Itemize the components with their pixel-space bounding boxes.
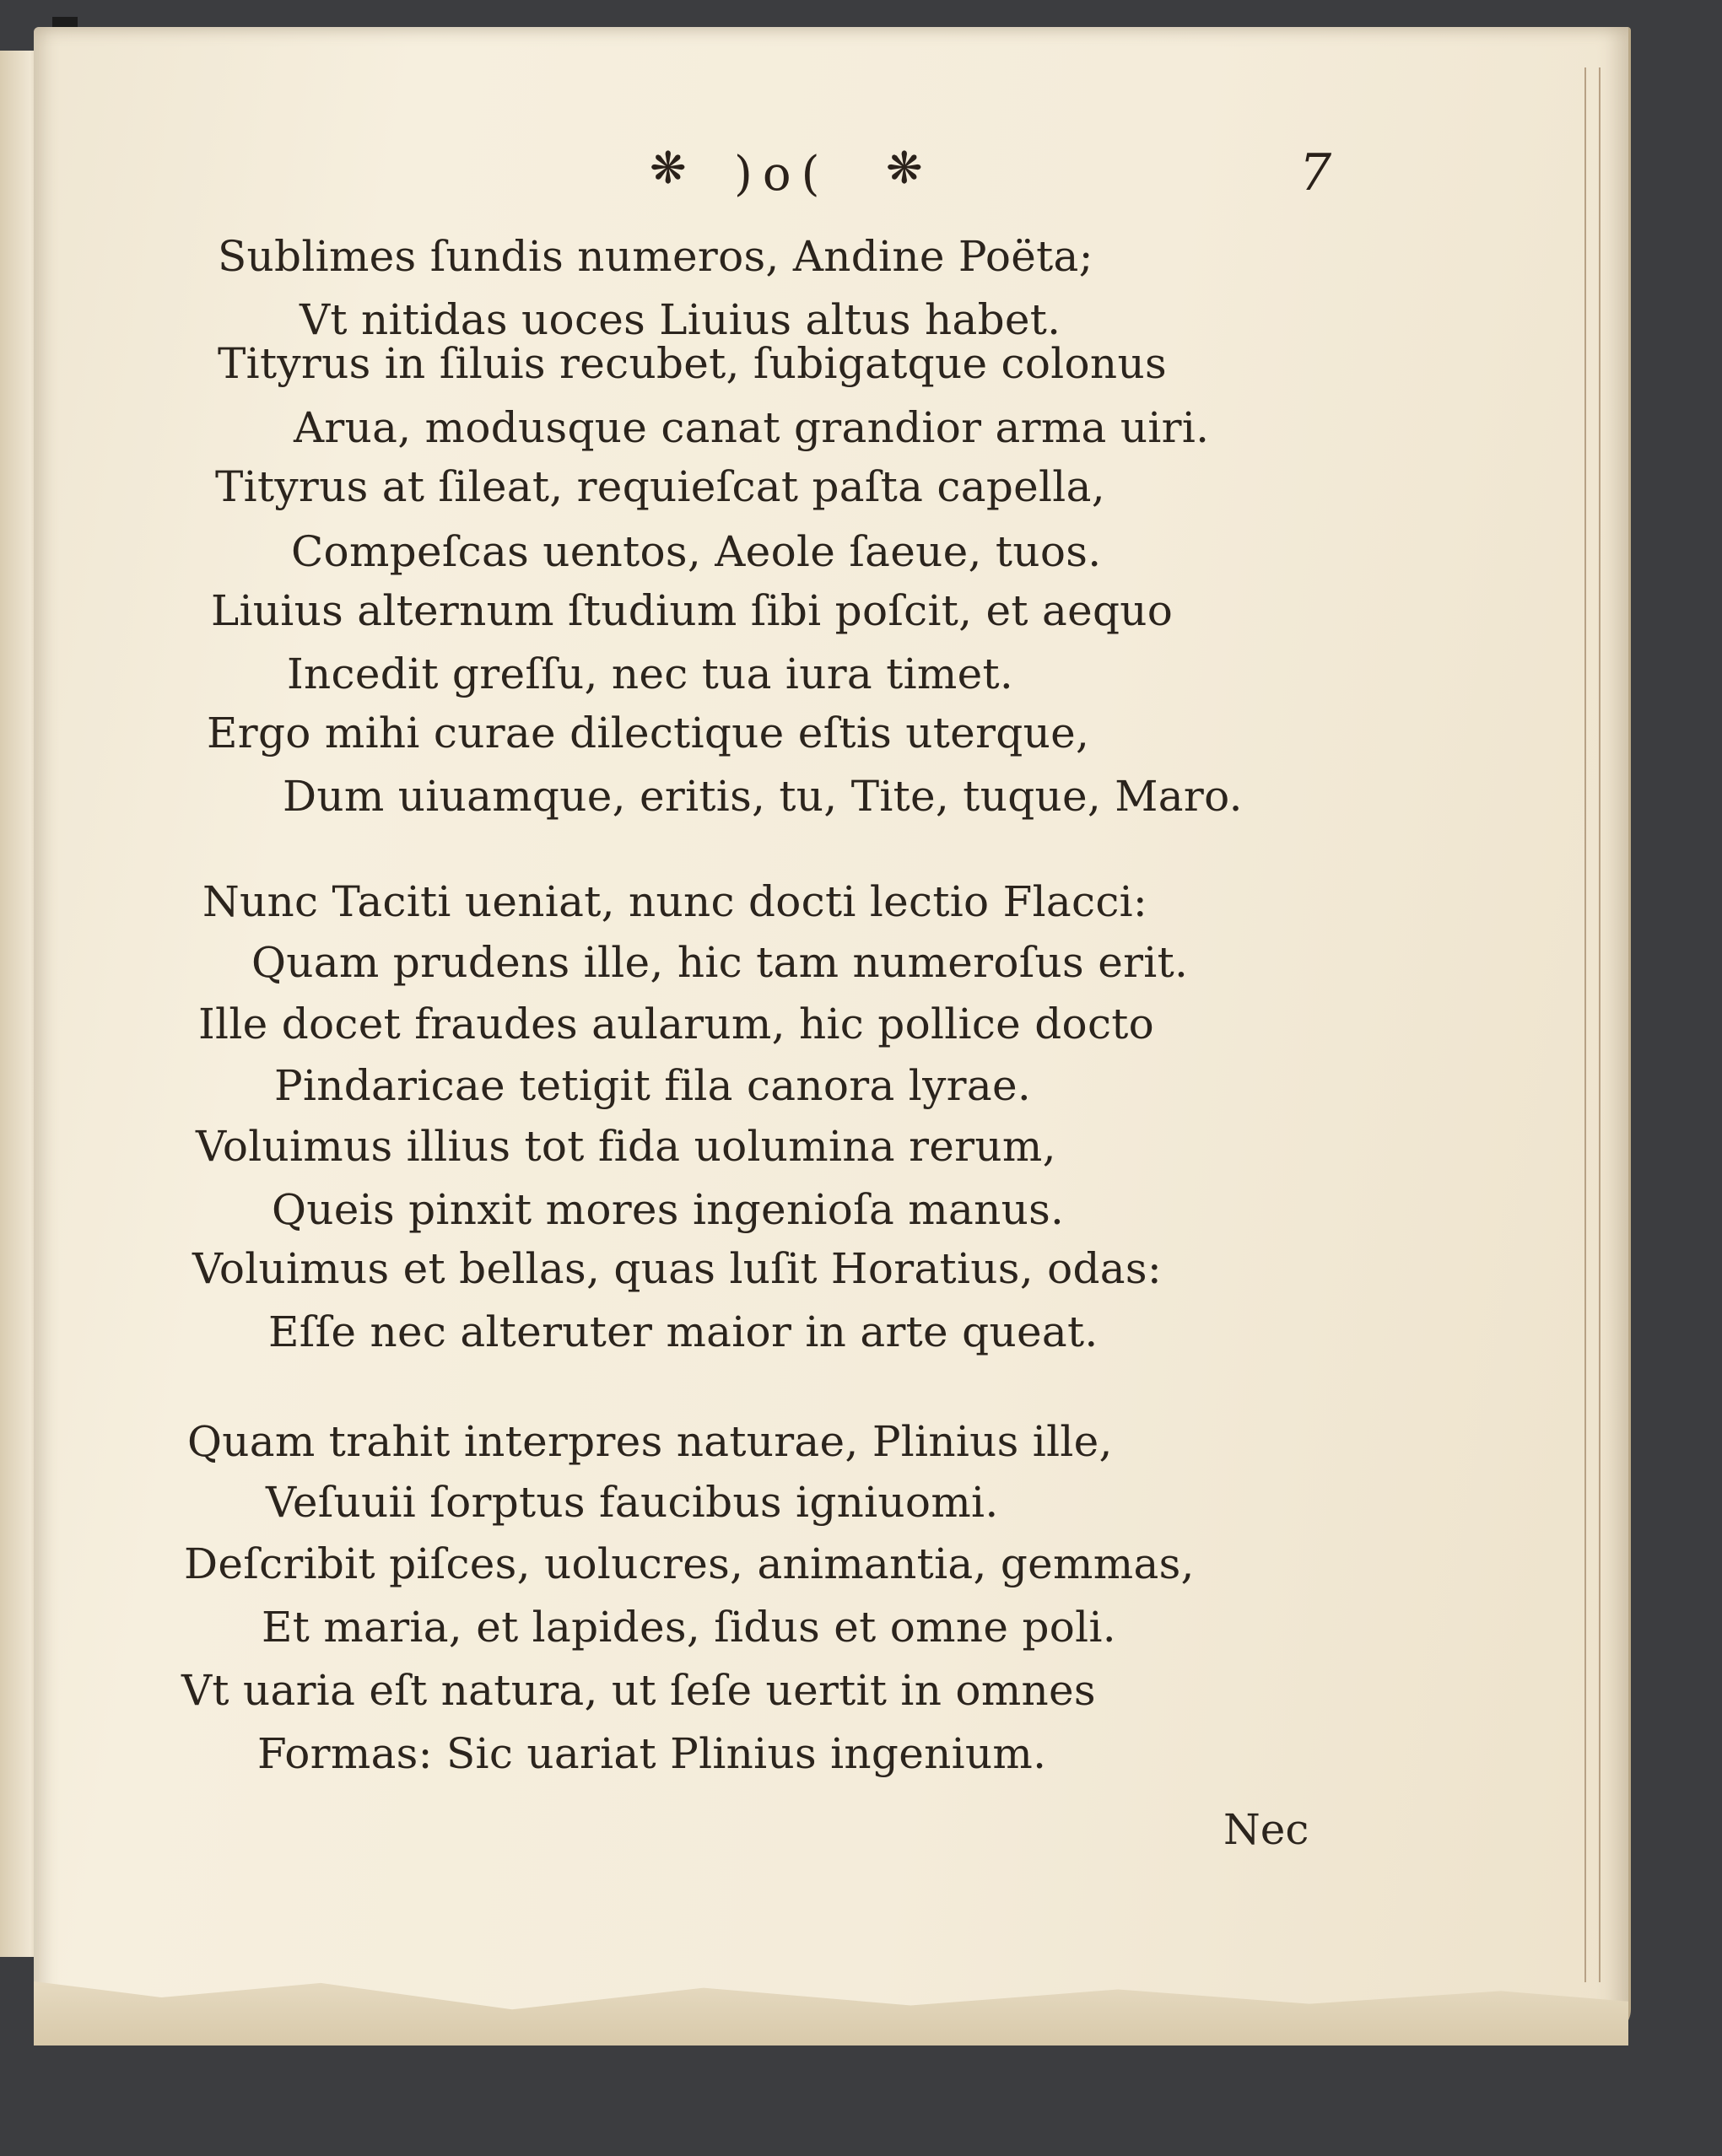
left-ornament-icon: ❋ [650,143,687,194]
verse-line: Pindaricae tetigit fila canora lyrae. [274,1061,1032,1110]
verse-line: Tityrus at ſileat, requieſcat paſta capella, [215,462,1105,511]
verse-line: Formas: Sic uariat Plinius ingenium. [257,1729,1047,1778]
verse-line: Tityrus in ſiluis recubet, ſubigatque colonus [218,339,1167,388]
verse-line: Nunc Taciti ueniat, nunc docti lectio Flacci: [202,877,1148,926]
verse-line: Incedit greſſu, nec tua iura timet. [287,649,1014,698]
verse-line: Arua, modusque canat grandior arma uiri. [294,403,1210,452]
verse-line: Sublimes ſundis numeros, Andine Poëta; [218,232,1093,281]
verse-line: Veſuuii ſorptus faucibus igniuomi. [266,1478,999,1527]
verse-line: Queis pinxit mores ingenioſa manus. [272,1185,1065,1234]
verse-line: Ergo mihi curae dilectique eſtis uterque, [207,709,1090,757]
verse-line: Ille docet fraudes aularum, hic pollice docto [198,1000,1155,1048]
catchword: Nec [1223,1805,1309,1854]
verse-line: Et maria, et lapides, ſidus et omne poli. [262,1603,1116,1652]
verse-line: Deſcribit piſces, uolucres, animantia, gemmas, [184,1539,1195,1588]
verse-line: Liuius alternum ſtudium ſibi poſcit, et aequo [211,586,1174,635]
verse-line: Quam prudens ille, hic tam numeroſus erit. [251,938,1189,987]
verse-line: Voluimus illius tot fida uolumina rerum, [196,1122,1056,1171]
page-number: 7 [1299,143,1332,202]
verse-line: Vt nitidas uoces Liuius altus habet. [300,295,1061,344]
verse-line: Dum uiuamque, eritis, tu, Tite, tuque, Maro. [283,772,1243,821]
verse-line: Eſſe nec alteruter maior in arte queat. [268,1307,1099,1356]
verse-line: Voluimus et bellas, quas luſit Horatius, odas: [192,1244,1163,1293]
verse-line: Quam trahit interpres naturae, Plinius ille, [187,1417,1113,1466]
verse-line: Compeſcas uentos, Aeole ſaeue, tuos. [291,527,1102,576]
right-ornament-icon: ❋ [886,143,923,194]
verse-line: Vt uaria eſt natura, ut ſeſe uertit in omnes [181,1666,1096,1715]
header-center-mark: )o( [734,147,830,202]
